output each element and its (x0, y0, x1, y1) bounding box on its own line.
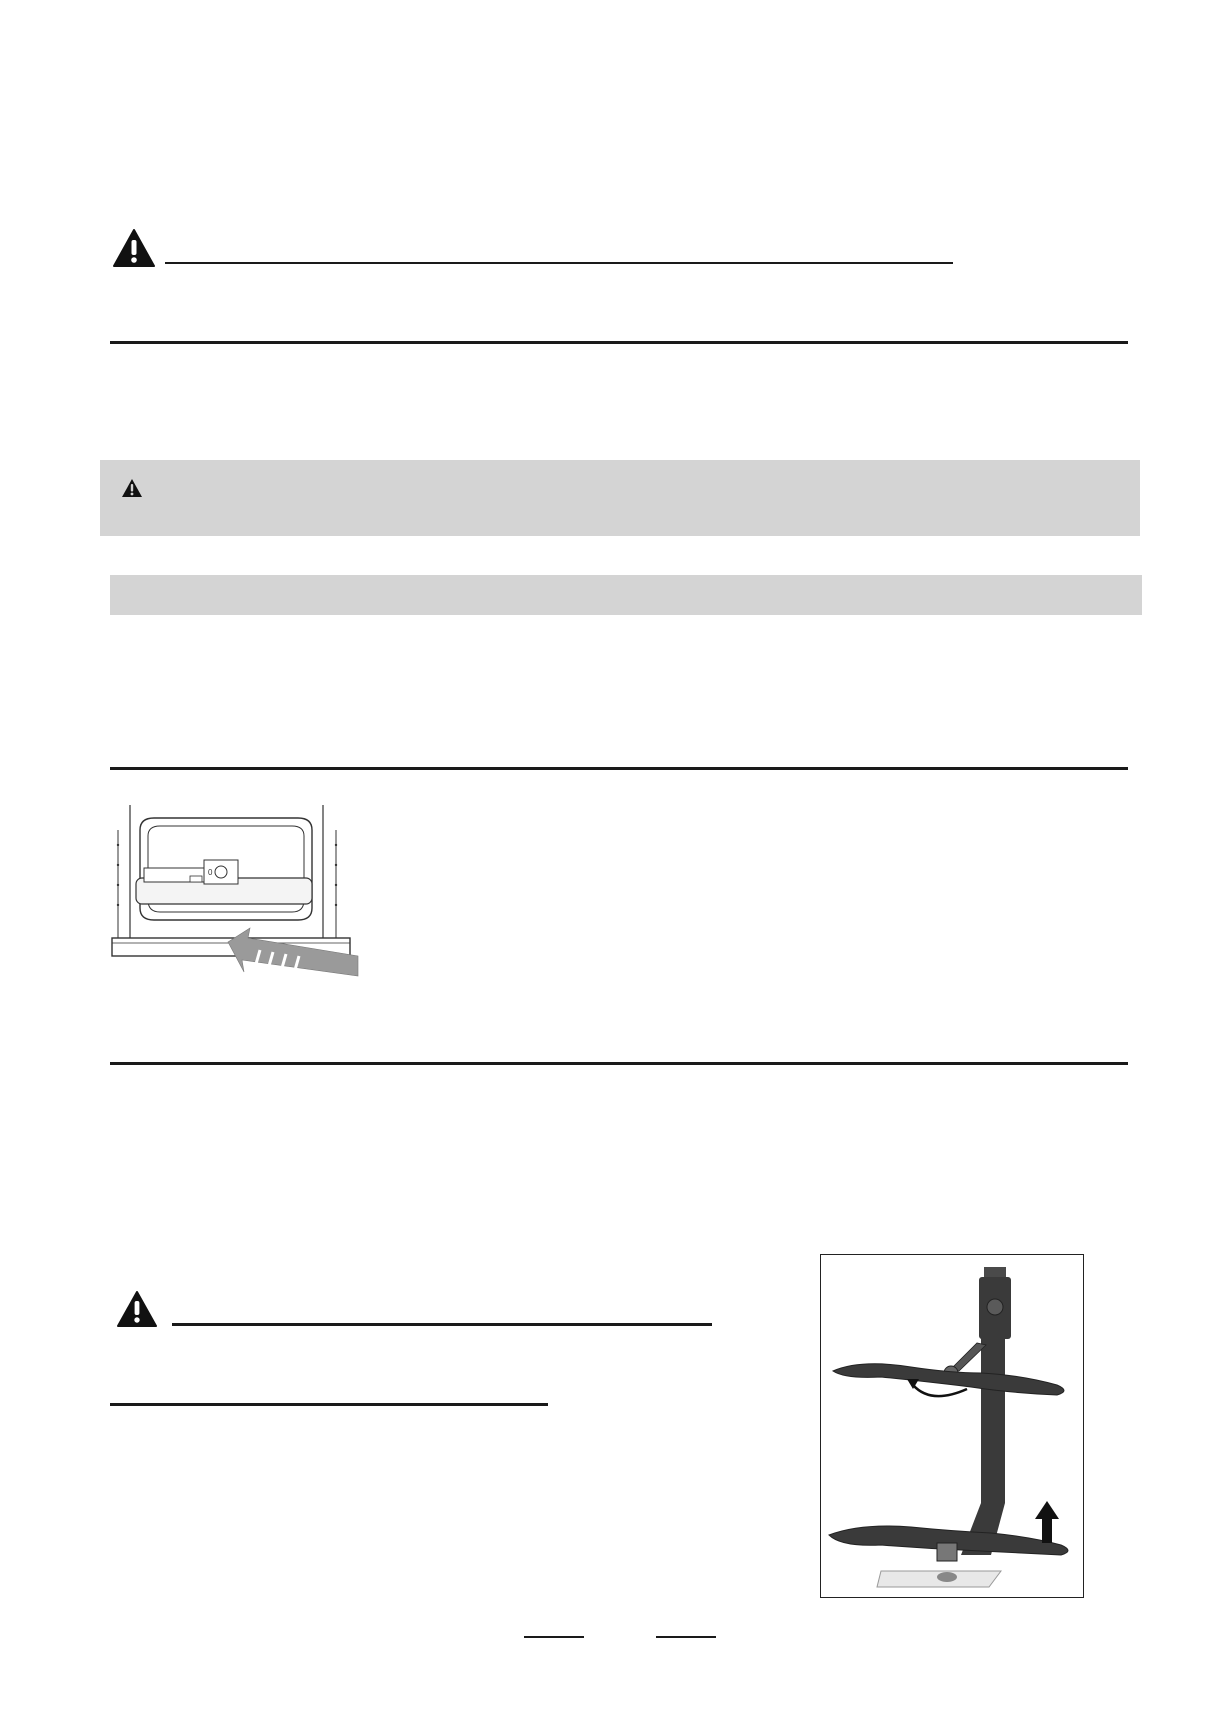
footer-rule-right (656, 1636, 716, 1638)
warning-triangle-icon (121, 478, 143, 498)
section-divider (110, 1062, 1128, 1065)
footer-rule-left (524, 1636, 584, 1638)
section-heading-band (110, 575, 1142, 615)
warning-triangle-icon (116, 1290, 158, 1328)
warning-triangle-icon (112, 228, 156, 268)
warning-heading-underline (165, 262, 953, 264)
door-filter-illustration (108, 800, 368, 980)
warning-notice-band (100, 460, 1140, 536)
spray-arms-figure (820, 1254, 1084, 1598)
svg-text:0: 0 (208, 868, 213, 877)
section-divider (110, 341, 1128, 344)
spray-arms-illustration (821, 1255, 1083, 1597)
section-divider (110, 767, 1128, 770)
subheading-underline (110, 1403, 548, 1406)
warning-heading-underline (172, 1323, 712, 1326)
